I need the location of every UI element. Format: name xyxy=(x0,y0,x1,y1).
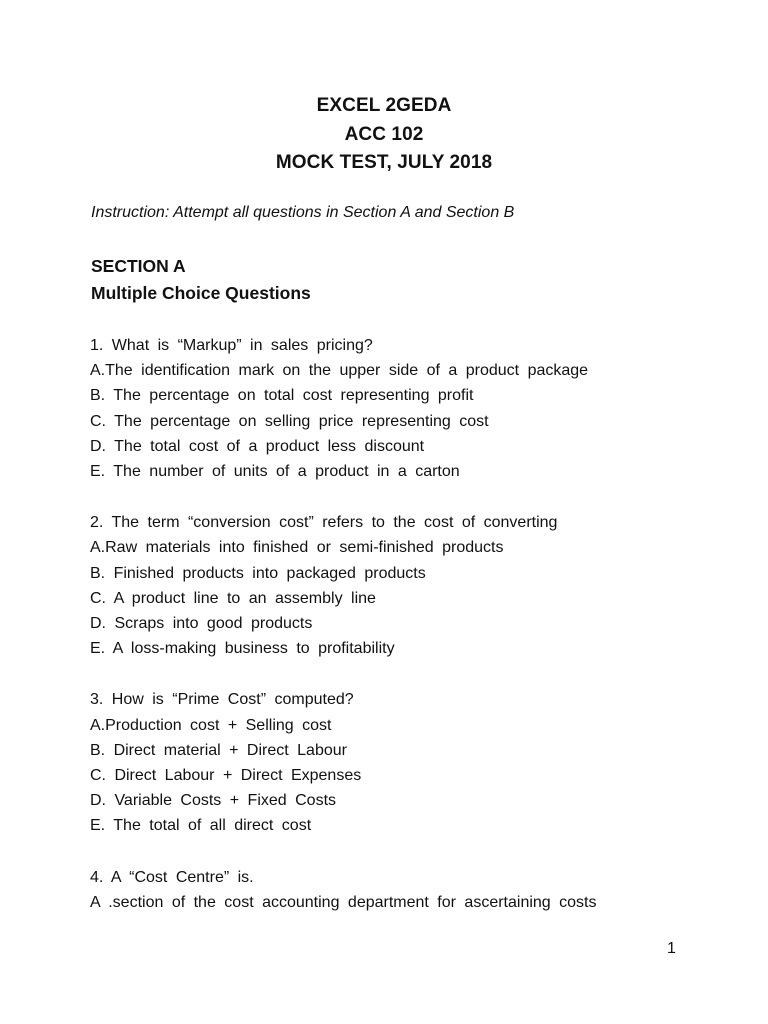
instruction-text: Instruction: Attempt all questions in Section A and Section B xyxy=(91,204,515,221)
option-a: A.Production cost + Selling cost xyxy=(90,716,332,734)
option-a: A.Raw materials into finished or semi-finished products xyxy=(90,539,504,557)
question-stem: 1. What is “Markup” in sales pricing? xyxy=(90,337,373,354)
question-stem: 3. How is “Prime Cost” computed? xyxy=(90,691,354,709)
option-a: A.The identification mark on the upper side of a product package xyxy=(90,362,589,380)
question-4 xyxy=(90,865,710,915)
option-d: D. Variable Costs + Fixed Costs xyxy=(90,792,337,810)
question-2 xyxy=(90,510,710,661)
option-c: C. Direct Labour + Direct Expenses xyxy=(90,767,362,785)
question-stem: 2. The term “conversion cost” refers to the cost of converting xyxy=(90,514,558,532)
document-header xyxy=(0,92,768,178)
option-d: D. The total cost of a product less discount xyxy=(90,437,425,455)
option-e: E. The total of all direct cost xyxy=(90,817,312,835)
option-b: B. The percentage on total cost representing profit xyxy=(90,387,474,405)
question-stem: 4. A “Cost Centre” is. xyxy=(90,868,254,886)
option-c: C. The percentage on selling price representing cost xyxy=(90,412,489,430)
option-b: B. Finished products into packaged products xyxy=(90,564,426,582)
option-e: E. A loss-making business to profitability xyxy=(90,640,395,658)
question-list xyxy=(90,333,710,941)
question-3 xyxy=(90,687,710,838)
header-line-3: MOCK TEST, JULY 2018 xyxy=(275,152,493,173)
page-number: 1 xyxy=(667,940,676,957)
option-d: D. Scraps into good products xyxy=(90,615,313,633)
question-1 xyxy=(90,333,710,484)
option-b: B. Direct material + Direct Labour xyxy=(90,741,347,759)
header-line-1: EXCEL 2GEDA xyxy=(316,95,452,116)
header-line-2: ACC 102 xyxy=(344,123,424,145)
section-subtitle: Multiple Choice Questions xyxy=(91,283,311,303)
option-a: A .section of the cost accounting department for ascertaining costs xyxy=(90,893,597,911)
option-e: E. The number of units of a product in a carton xyxy=(90,463,460,481)
option-c: C. A product line to an assembly line xyxy=(90,589,376,607)
section-heading xyxy=(91,253,311,307)
section-title: SECTION A xyxy=(91,256,186,276)
